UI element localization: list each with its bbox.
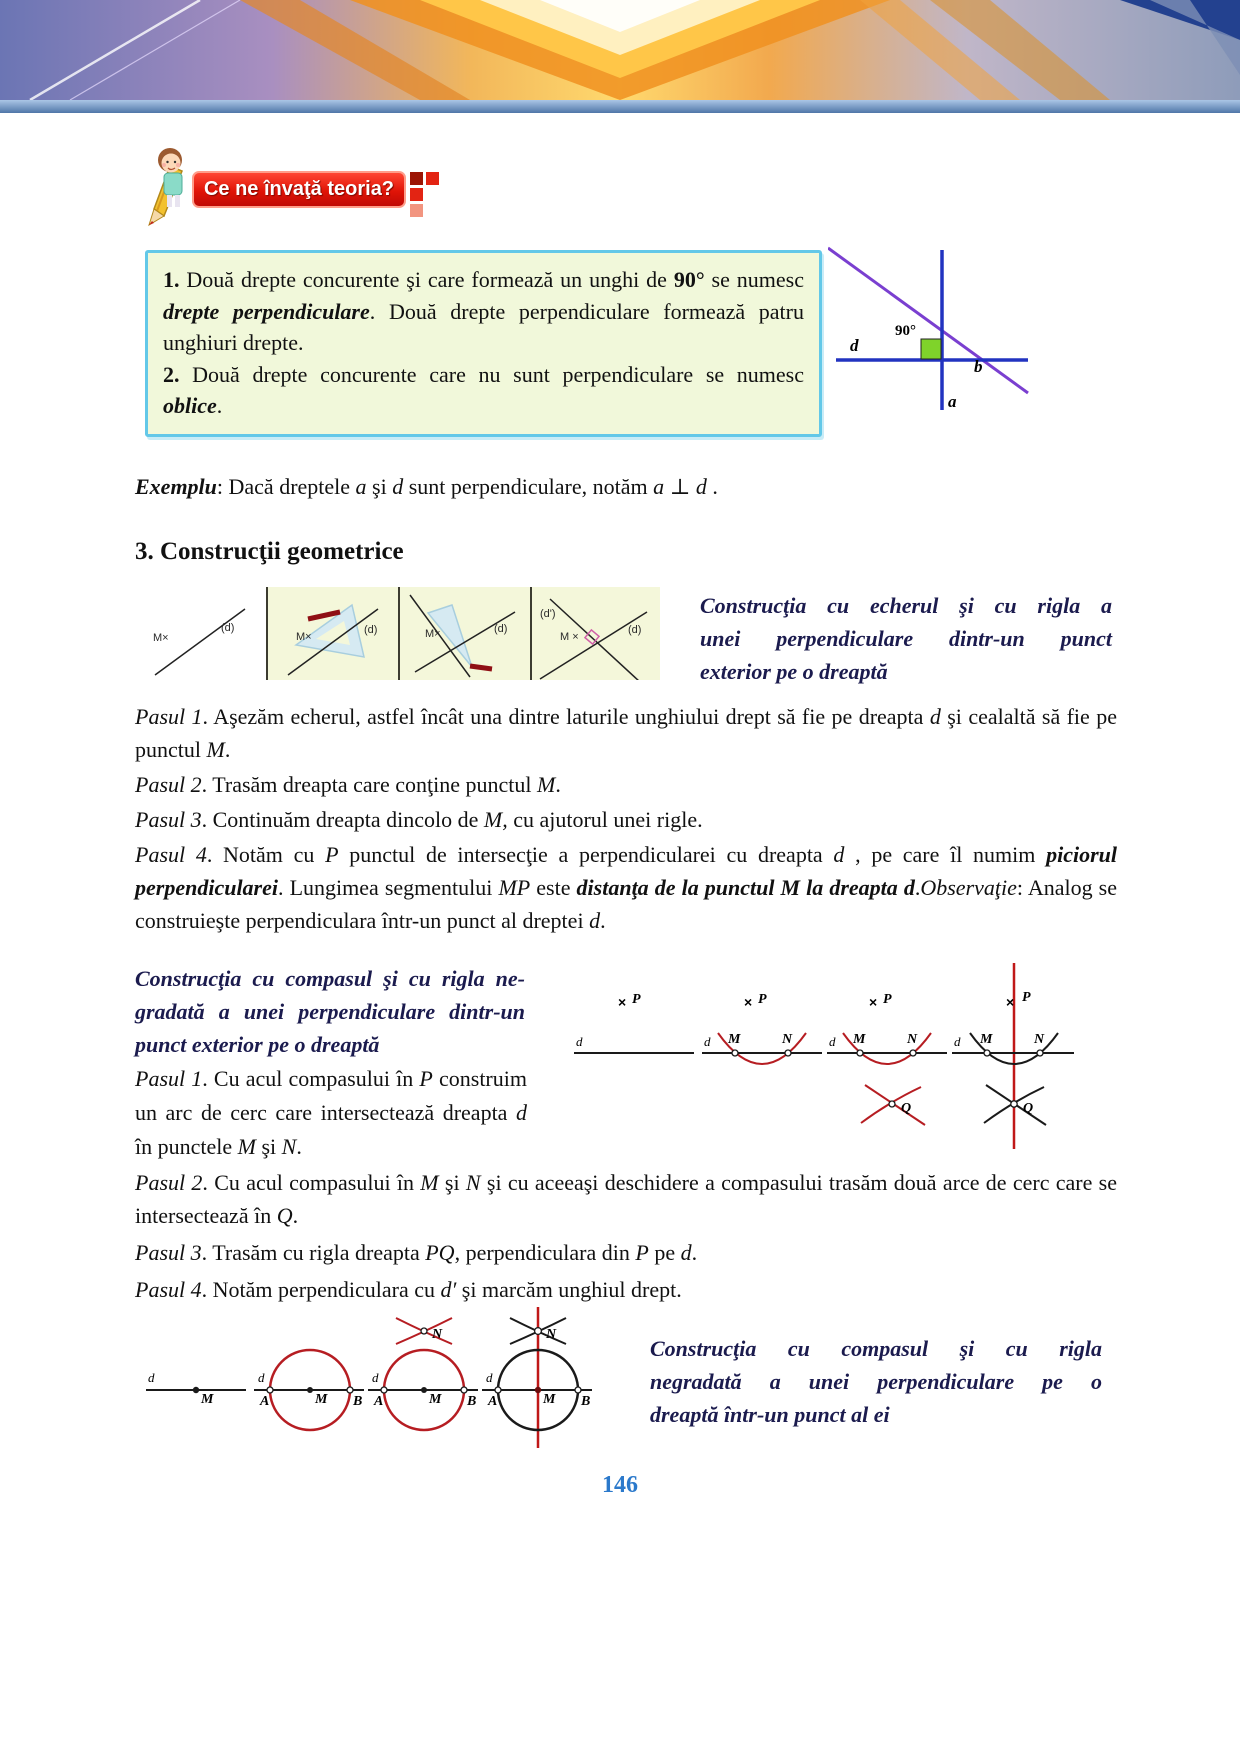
label-d: d — [954, 1034, 961, 1049]
label-m: M — [728, 1032, 741, 1047]
circle-diagram-1 — [138, 1302, 250, 1452]
circle-diagram-2 — [252, 1302, 366, 1452]
steps-compass — [135, 1166, 1117, 1308]
theory-box — [145, 250, 822, 437]
label-q: Q — [901, 1101, 912, 1116]
steps-compass-pasul1 — [135, 1062, 527, 1166]
compass-diagram-2 — [700, 955, 825, 1155]
echer-panel-4 — [532, 587, 660, 680]
deco-square — [426, 172, 439, 185]
badge-character — [140, 144, 202, 228]
label-b: B — [467, 1394, 477, 1409]
step-paragraph: Pasul 2. Cu acul compasului în M şi N şi cu aceeaşi deschidere a compasului trasăm două arce de cerc care se intersectează în Q. — [135, 1170, 1118, 1228]
label-m: M — [429, 1392, 442, 1407]
label-a: A — [488, 1394, 498, 1409]
title-line: punct exterior pe o dreaptă — [135, 1032, 380, 1057]
compass-diagram-1 — [570, 955, 698, 1155]
title-compass-exterior — [135, 962, 525, 1061]
banner-art — [0, 0, 1240, 100]
echer-panel-1 — [135, 587, 265, 680]
perpendicular-lines-diagram — [828, 238, 1033, 423]
title-line: Construcţia cu echerul şi cu rigla a — [700, 593, 1112, 618]
section-heading: 3. Construcţii geometrice — [135, 538, 404, 565]
label-n: N — [546, 1327, 557, 1342]
ruler-mark — [470, 666, 492, 669]
step-paragraph: Pasul 1. Aşezăm echerul, astfel încât una dintre laturile unghiului drept să fie pe dreapta d şi cealaltă să fie pe punctul M. — [135, 704, 1117, 762]
deco-square — [410, 172, 423, 185]
label-line-d: (d) — [221, 622, 235, 634]
step-paragraph: Pasul 4. Notăm perpendiculara cu d′ şi marcăm unghiul drept. — [135, 1277, 682, 1302]
title-line: unei perpendiculare dintr-un punct — [700, 626, 1112, 651]
badge-label-bar — [192, 171, 406, 208]
point-p-cross: × — [869, 994, 878, 1010]
label-p: P — [883, 992, 892, 1007]
circle-diagram-3 — [366, 1302, 480, 1452]
theory-item-2: 2. Două drepte concurente care nu sunt perpendiculare se numesc oblice. — [163, 361, 804, 418]
deco-square — [410, 188, 423, 201]
title-line: Construcţia cu compasul şi cu rigla ne- — [135, 966, 525, 991]
step-paragraph: Pasul 3. Trasăm cu rigla dreapta PQ, perpendiculara din P pe d. — [135, 1240, 698, 1265]
compass-diagram-3 — [825, 955, 950, 1155]
title-line: Construcţia cu compasul şi cu rigla — [650, 1336, 1102, 1361]
label-b: B — [353, 1394, 363, 1409]
label-b: b — [974, 357, 983, 376]
label-line-d: (d) — [628, 624, 642, 636]
label-d: d — [258, 1370, 265, 1385]
label-d: d — [148, 1370, 155, 1385]
label-point-m: M× — [153, 632, 169, 644]
label-m: M — [201, 1392, 214, 1407]
label-line-d: (d) — [494, 623, 508, 635]
label-90-degrees: 90° — [895, 323, 916, 339]
label-m: M — [315, 1392, 328, 1407]
label-m: M — [853, 1032, 866, 1047]
banner-bottom-strip — [0, 100, 1240, 113]
label-p: P — [1022, 990, 1031, 1005]
point-p-cross: × — [1006, 994, 1015, 1010]
label-line-d: (d) — [364, 624, 378, 636]
label-n: N — [782, 1032, 793, 1047]
label-d: d — [372, 1370, 379, 1385]
title-line: dreaptă într-un punct al ei — [650, 1402, 890, 1427]
label-n: N — [432, 1327, 443, 1342]
title-echer-construction — [700, 589, 1112, 688]
label-d: d — [704, 1034, 711, 1049]
compass-diagram-4 — [950, 955, 1078, 1155]
echer-panel-2 — [268, 587, 397, 680]
label-point-m: M × — [560, 631, 579, 643]
label-n: N — [1034, 1032, 1045, 1047]
step-paragraph: Pasul 2. Trasăm dreapta care conţine punctul M. — [135, 772, 561, 797]
point-p-cross: × — [744, 994, 753, 1010]
step-paragraph: Pasul 3. Continuăm dreapta dincolo de M, cu ajutorul unei rigle. — [135, 807, 703, 832]
title-line: negradată a unei perpendiculare pe o — [650, 1369, 1102, 1394]
steps-echer — [135, 700, 1117, 939]
label-b: B — [581, 1394, 591, 1409]
step-paragraph: Pasul 4. Notăm cu P punctul de intersecţie a perpendicularei cu dreapta d , pe care îl numim piciorul perpendicularei. Lungimea segmentului MP este distanţa de la punctul M la dreapta d.Observaţie: Analog se construieşte perpendiculara într-un punct al dreptei d. — [135, 842, 1117, 933]
step-paragraph: Pasul 1. Cu acul compasului în P construim un arc de cerc care intersectează dreapta d în punctele M şi N. — [135, 1066, 527, 1159]
title-compass-on-line — [650, 1332, 1102, 1431]
label-a: A — [374, 1394, 384, 1409]
right-angle-square — [921, 339, 941, 359]
label-d: d — [829, 1034, 836, 1049]
label-a: a — [948, 392, 957, 411]
label-p: P — [632, 992, 641, 1007]
theory-item-1: 1. Două drepte concurente şi care formează un unghi de 90° se numesc drepte perpendiculare. Două drepte perpendiculare formează patru unghiuri drepte. — [163, 267, 804, 355]
badge-label: Ce ne învaţă teoria? — [203, 178, 395, 200]
label-point-m: M× — [296, 631, 312, 643]
label-p: P — [758, 992, 767, 1007]
echer-panel-3 — [400, 587, 529, 680]
label-m: M — [543, 1392, 556, 1407]
circle-diagram-4 — [480, 1302, 594, 1452]
exemplu-line: Exemplu: Dacă dreptele a şi d sunt perpendiculare, notăm a ⊥ d . — [135, 474, 718, 499]
deco-square — [410, 204, 423, 217]
label-d: d — [576, 1034, 583, 1049]
point-p-cross: × — [618, 994, 627, 1010]
oblique-line-b — [828, 248, 1028, 393]
label-point-m: M× — [425, 628, 441, 640]
label-m: M — [980, 1032, 993, 1047]
label-q: Q — [1023, 1101, 1034, 1116]
label-a: A — [260, 1394, 270, 1409]
title-line: gradată a unei perpendiculare dintr-un — [135, 999, 525, 1024]
label-n: N — [907, 1032, 918, 1047]
label-line-d-prime: (d') — [540, 608, 556, 620]
label-d: d — [486, 1370, 493, 1385]
title-line: exterior pe o dreaptă — [700, 659, 888, 684]
page-number: 146 — [602, 1472, 638, 1498]
label-d: d — [850, 336, 859, 355]
